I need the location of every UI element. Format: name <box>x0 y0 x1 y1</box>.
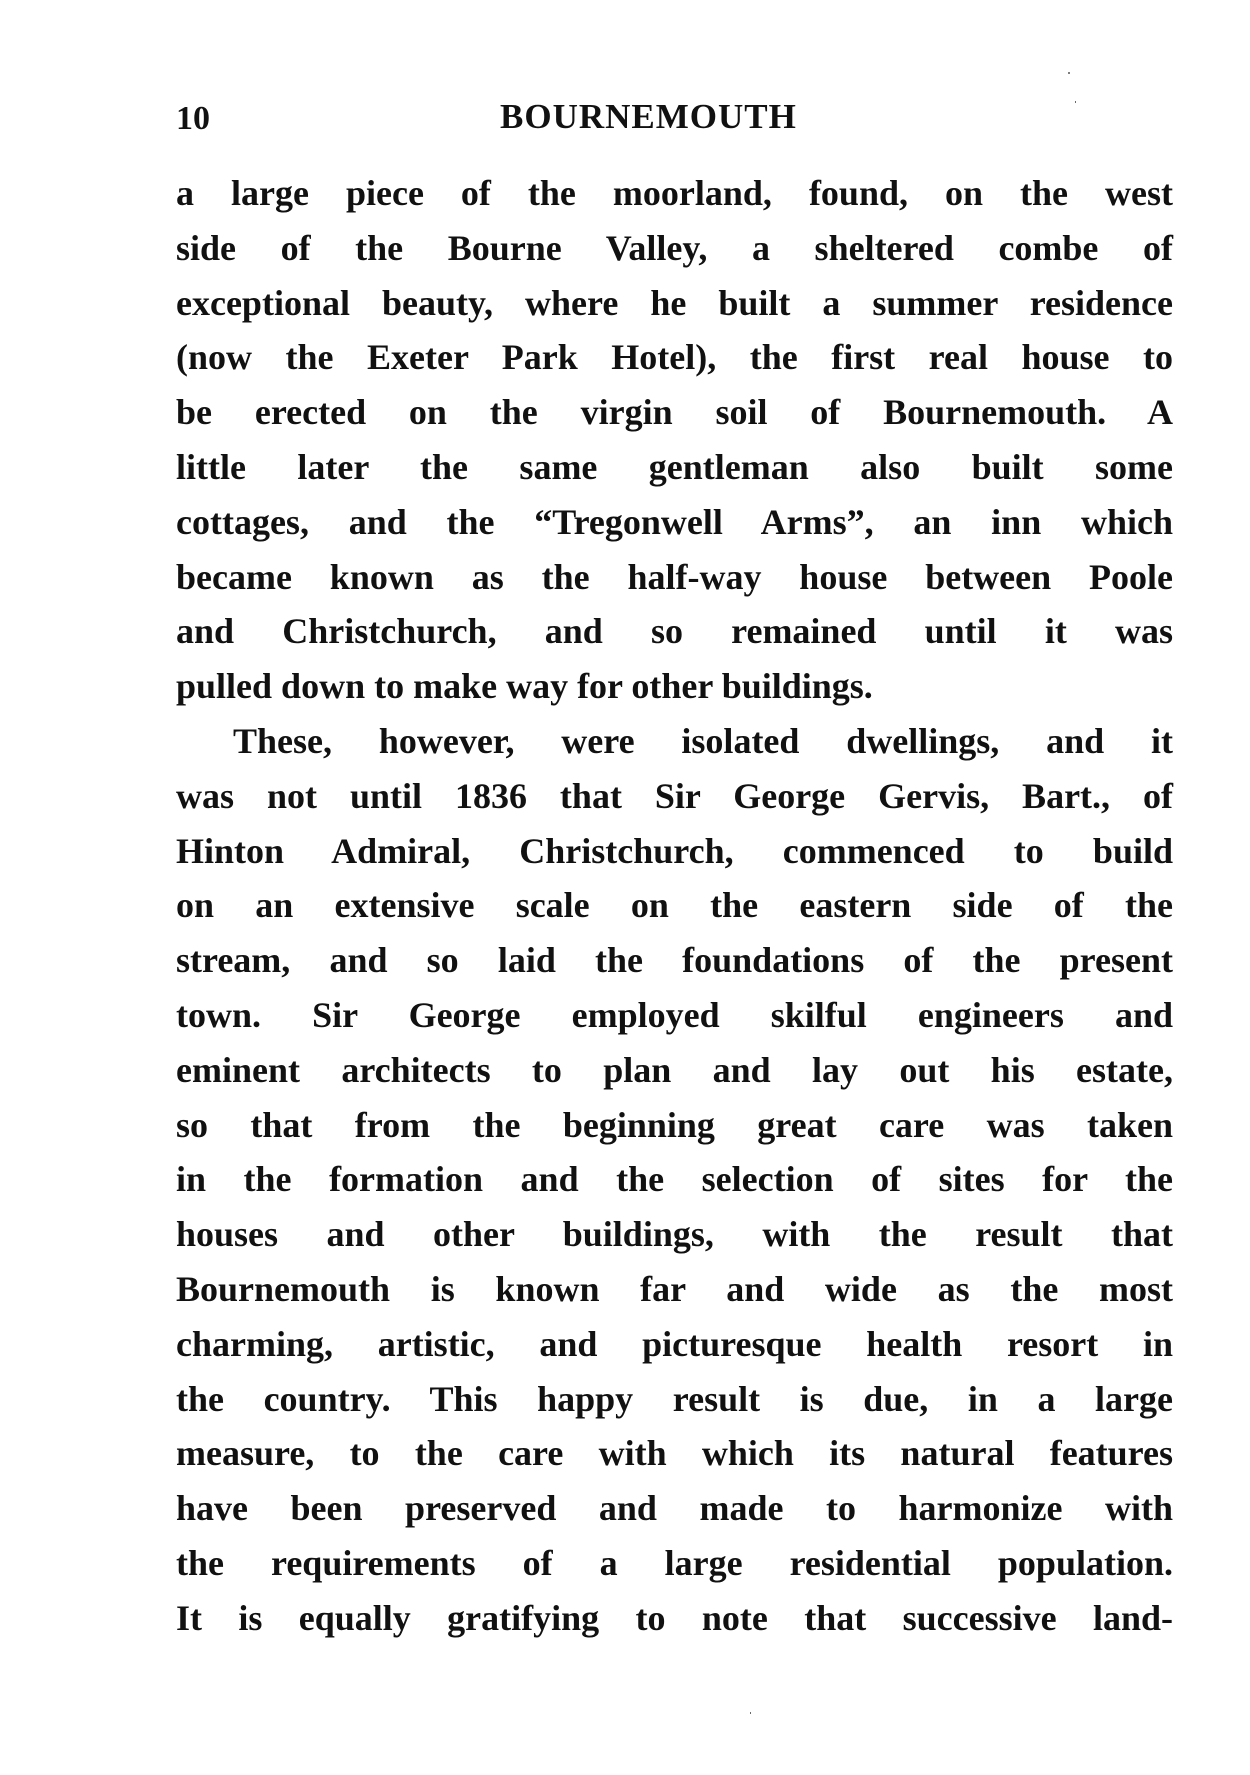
text-line: houses and other buildings, with the result that <box>176 1214 1173 1255</box>
text-line: stream, and so laid the foundations of the present <box>176 940 1173 981</box>
text-line: Hinton Admiral, Christchurch, commenced to build <box>176 830 1173 871</box>
text-line: be erected on the virgin soil of Bournemouth. A <box>176 392 1173 433</box>
running-title: BOURNEMOUTH <box>500 97 797 136</box>
text-line: in the formation and the selection of sites for the <box>176 1159 1173 1200</box>
text-line: little later the same gentleman also built some <box>176 446 1173 487</box>
text-line: town. Sir George employed skilful engineers and <box>176 994 1173 1035</box>
text-line: measure, to the care with which its natural features <box>176 1433 1173 1474</box>
scan-speck <box>750 1712 751 1714</box>
text-line: was not until 1836 that Sir George Gervis, Bart., of <box>176 775 1173 816</box>
text-line: on an extensive scale on the eastern side of the <box>176 885 1173 926</box>
text-line: eminent architects to plan and lay out his estate, <box>176 1049 1173 1090</box>
text-line: have been preserved and made to harmonize with <box>176 1488 1173 1529</box>
text-line: Bournemouth is known far and wide as the most <box>176 1268 1173 1309</box>
text-line: became known as the half-way house between Poole <box>176 556 1173 597</box>
scan-speck <box>1068 72 1070 74</box>
text-line: pulled down to make way for other buildings. <box>176 666 873 707</box>
text-line: the requirements of a large residential population. <box>176 1542 1173 1583</box>
text-line: (now the Exeter Park Hotel), the first real house to <box>176 337 1173 378</box>
text-line: a large piece of the moorland, found, on the west <box>176 173 1173 213</box>
text-line: It is equally gratifying to note that successive land- <box>176 1597 1173 1638</box>
text-line: exceptional beauty, where he built a summer residence <box>176 282 1173 323</box>
text-line: so that from the beginning great care was taken <box>176 1104 1173 1145</box>
text-line: charming, artistic, and picturesque health resort in <box>176 1323 1173 1364</box>
body-text <box>176 170 1173 1650</box>
scan-speck <box>1075 101 1076 103</box>
text-line: These, however, were isolated dwellings, and it <box>233 720 1173 761</box>
text-line: and Christchurch, and so remained until it was <box>176 611 1173 652</box>
text-line: the country. This happy result is due, in a large <box>176 1378 1173 1419</box>
page-number: 10 <box>176 100 210 137</box>
text-line: side of the Bourne Valley, a sheltered combe of <box>176 227 1173 268</box>
text-line: cottages, and the “Tregonwell Arms”, an inn which <box>176 501 1173 542</box>
